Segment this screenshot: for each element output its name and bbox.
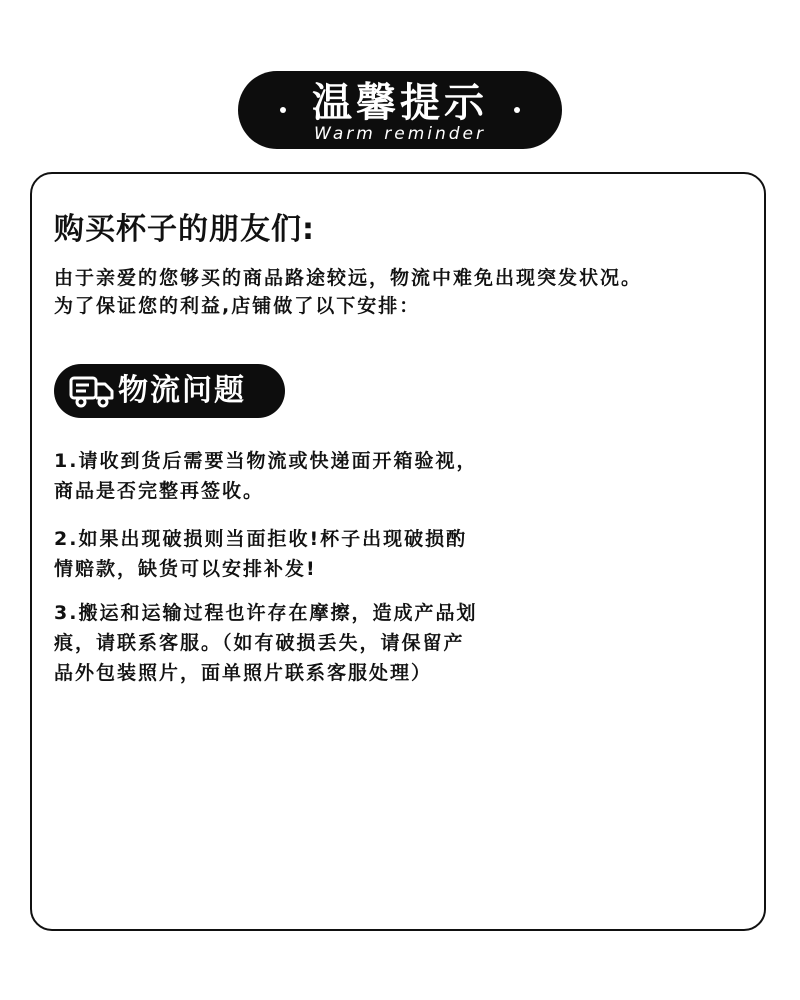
page-title: 温馨提示: [312, 80, 488, 126]
list-item-line: 商品是否完整再签收。: [54, 480, 265, 502]
section-badge-logistics: [54, 364, 285, 418]
page-subtitle: Warm reminder: [314, 124, 486, 144]
list-item-line: 痕，请联系客服。（如有破损丢失，请保留产: [54, 632, 465, 654]
list-item-line: 3.搬运和运输过程也许存在摩擦，造成产品划: [54, 602, 478, 624]
list-item: [54, 598, 574, 688]
list-item: [54, 524, 574, 584]
intro-line: 为了保证您的利益,店铺做了以下安排：: [54, 295, 421, 317]
list-item-line: 2.如果出现破损则当面拒收!杯子出现破损酌: [54, 528, 468, 550]
dot-icon: [514, 107, 520, 113]
list-item-line: 情赔款，缺货可以安排补发!: [54, 558, 317, 580]
list-item-line: 品外包装照片，面单照片联系客服处理）: [54, 662, 433, 684]
list-item: [54, 446, 574, 506]
list-item-line: 1.请收到货后需要当物流或快递面开箱验视，: [54, 450, 478, 472]
title-banner: [238, 71, 562, 149]
intro-text: [54, 264, 774, 320]
card-heading: 购买杯子的朋友们:: [54, 212, 315, 247]
truck-icon: [69, 373, 115, 409]
section-label: 物流问题: [118, 373, 246, 408]
intro-line: 由于亲爱的您够买的商品路途较远，物流中难免出现突发状况。: [54, 267, 643, 289]
